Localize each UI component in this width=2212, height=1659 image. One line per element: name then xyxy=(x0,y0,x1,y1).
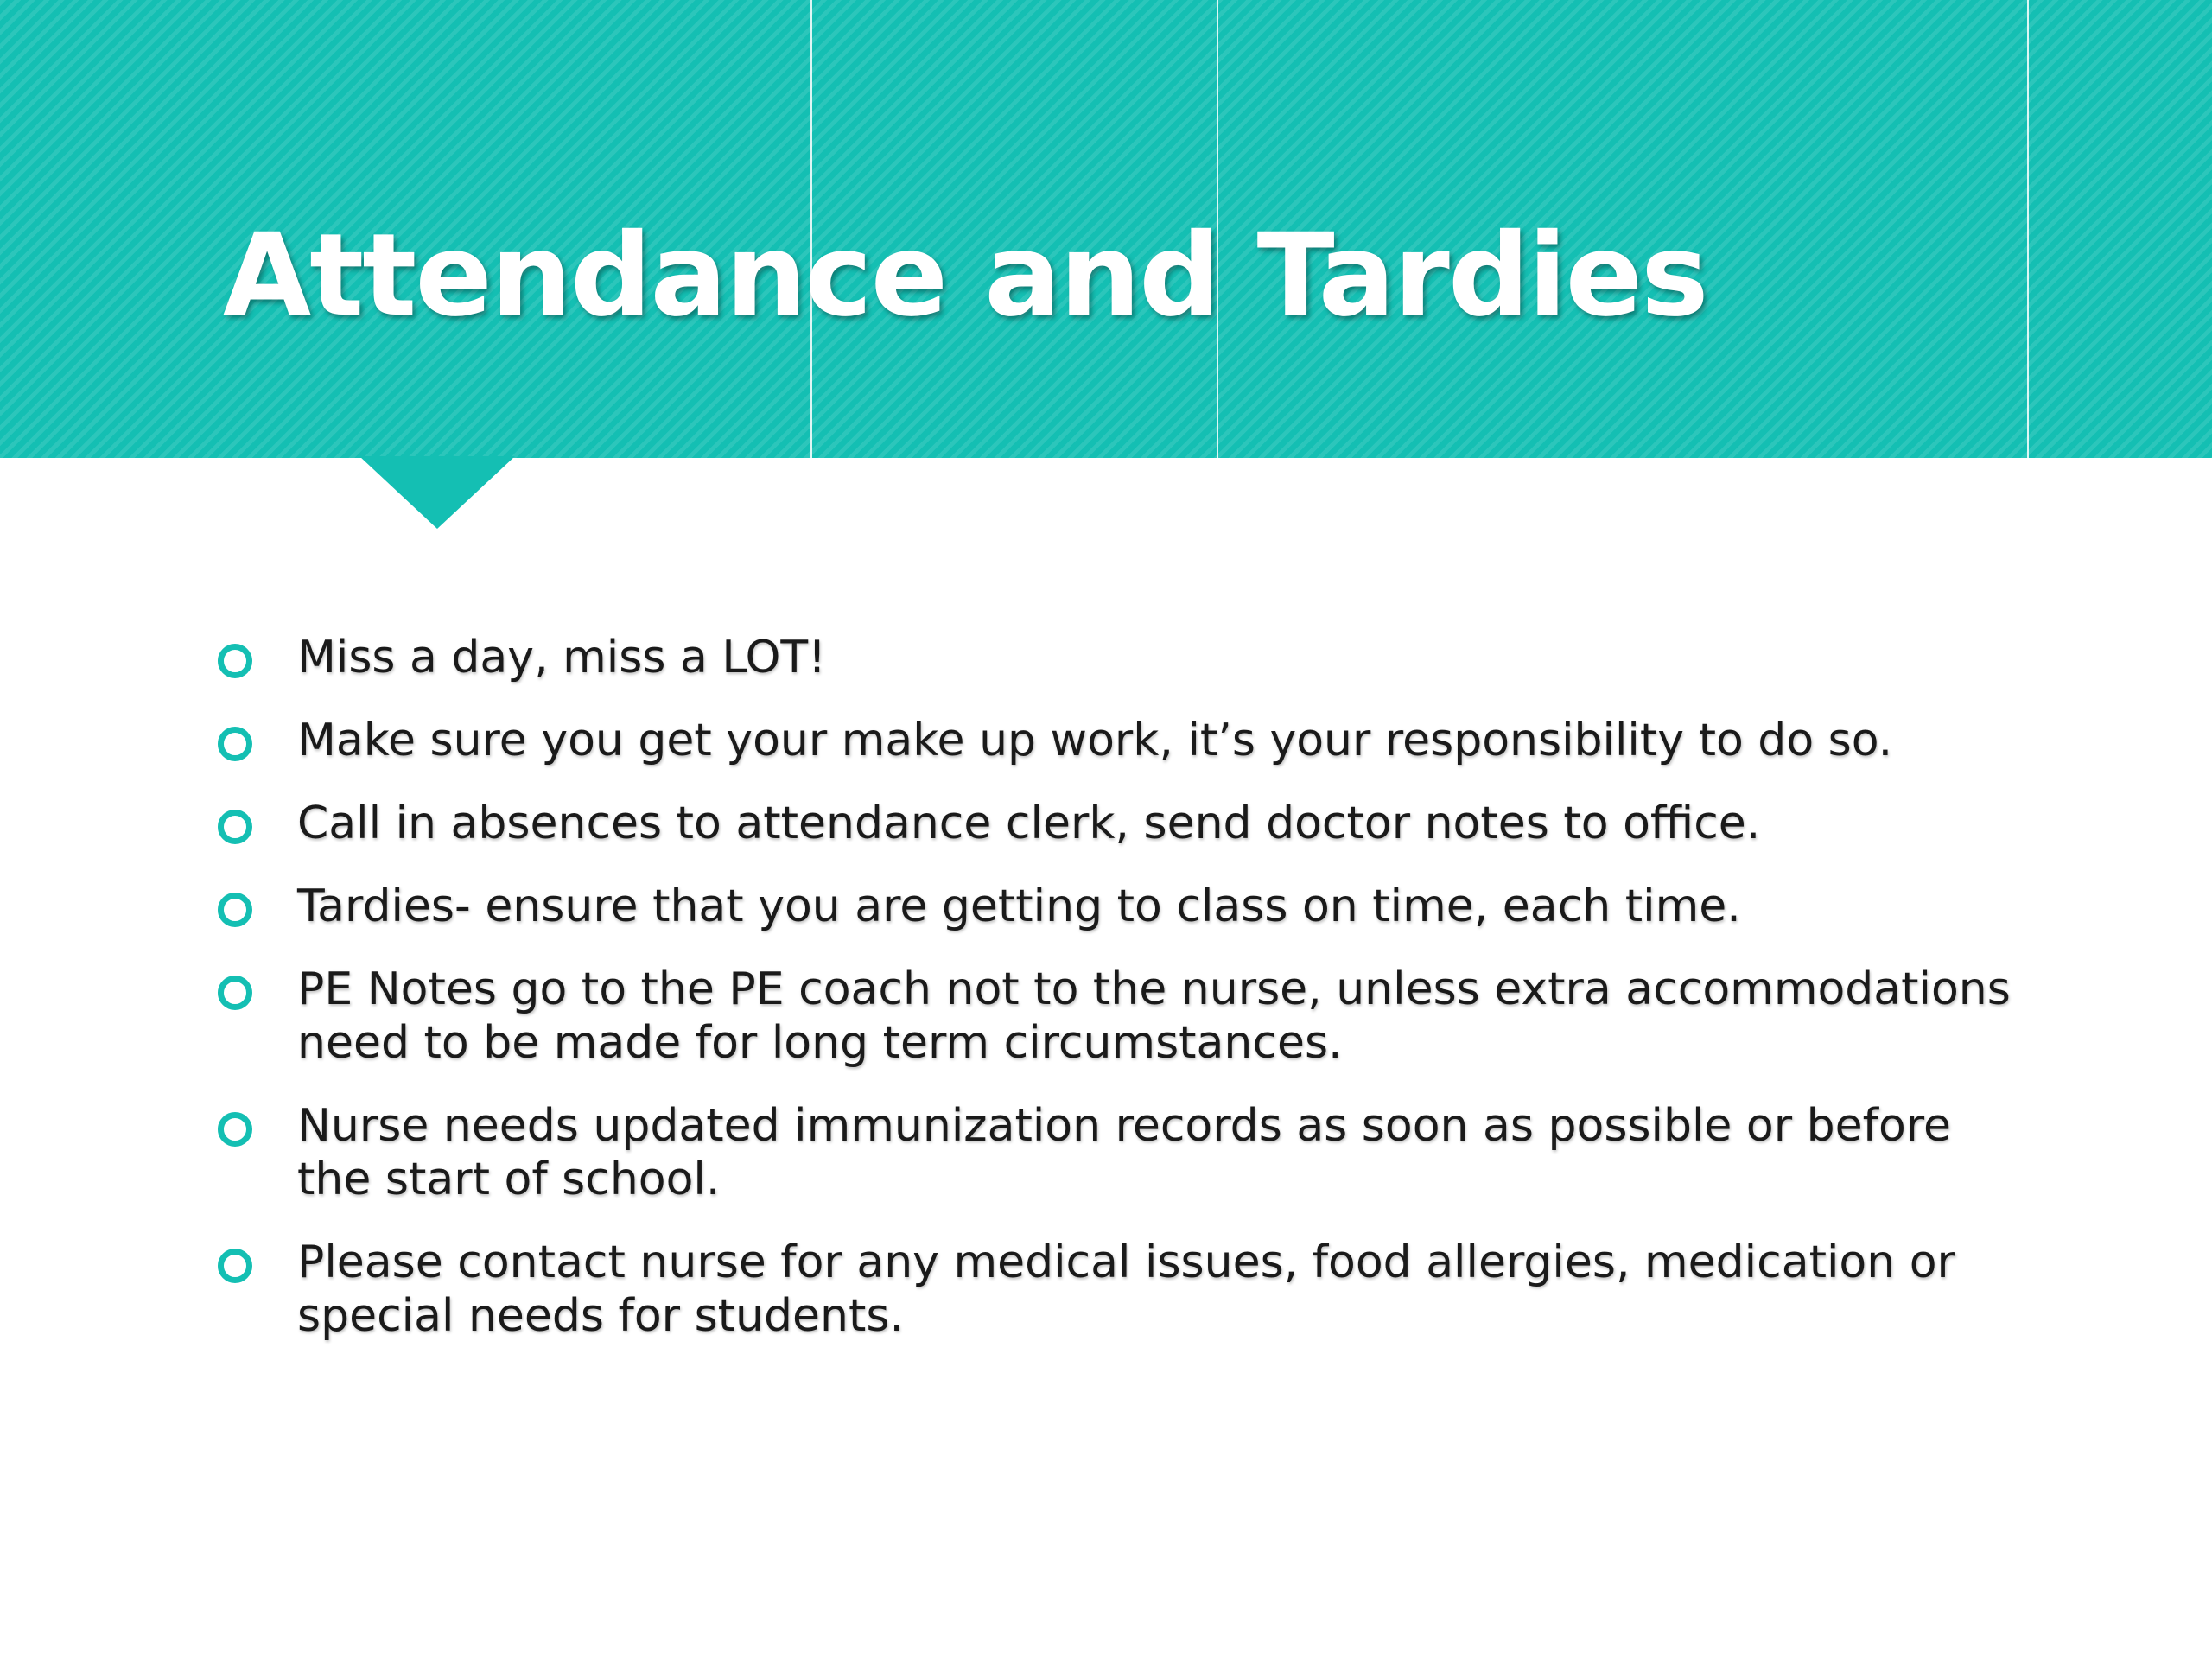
banner-divider-line xyxy=(2027,0,2029,458)
hollow-circle-icon xyxy=(218,727,252,761)
bullet-item xyxy=(214,631,2029,684)
hollow-circle-icon xyxy=(218,1112,252,1147)
slide-title: Attendance and Tardies xyxy=(223,209,1707,342)
bullet-text: Miss a day, miss a LOT! xyxy=(297,632,826,683)
bullet-item xyxy=(214,714,2029,767)
bullet-text: Please contact nurse for any medical issues, food allergies, medication or special needs for students. xyxy=(297,1236,1955,1342)
bullet-item xyxy=(214,963,2029,1070)
hollow-circle-icon xyxy=(218,810,252,844)
bullet-item xyxy=(214,797,2029,850)
hollow-circle-icon xyxy=(218,1249,252,1283)
bullet-text: Tardies- ensure that you are getting to class on time, each time. xyxy=(297,880,1741,932)
bullet-text: Make sure you get your make up work, it’s your responsibility to do so. xyxy=(297,715,1893,766)
bullet-item xyxy=(214,880,2029,933)
bullet-item xyxy=(214,1099,2029,1206)
bullet-text: PE Notes go to the PE coach not to the nurse, unless extra accommodations need to be made for long term circumstances. xyxy=(297,963,2011,1069)
bullet-text: Call in absences to attendance clerk, send doctor notes to office. xyxy=(297,798,1761,849)
hollow-circle-icon xyxy=(218,644,252,678)
bullet-list xyxy=(214,631,2029,1372)
bullet-item xyxy=(214,1236,2029,1343)
hollow-circle-icon xyxy=(218,893,252,927)
bullet-text: Nurse needs updated immunization records as soon as possible or before the start of school. xyxy=(297,1100,1951,1205)
hollow-circle-icon xyxy=(218,976,252,1010)
banner-pointer xyxy=(359,456,515,529)
